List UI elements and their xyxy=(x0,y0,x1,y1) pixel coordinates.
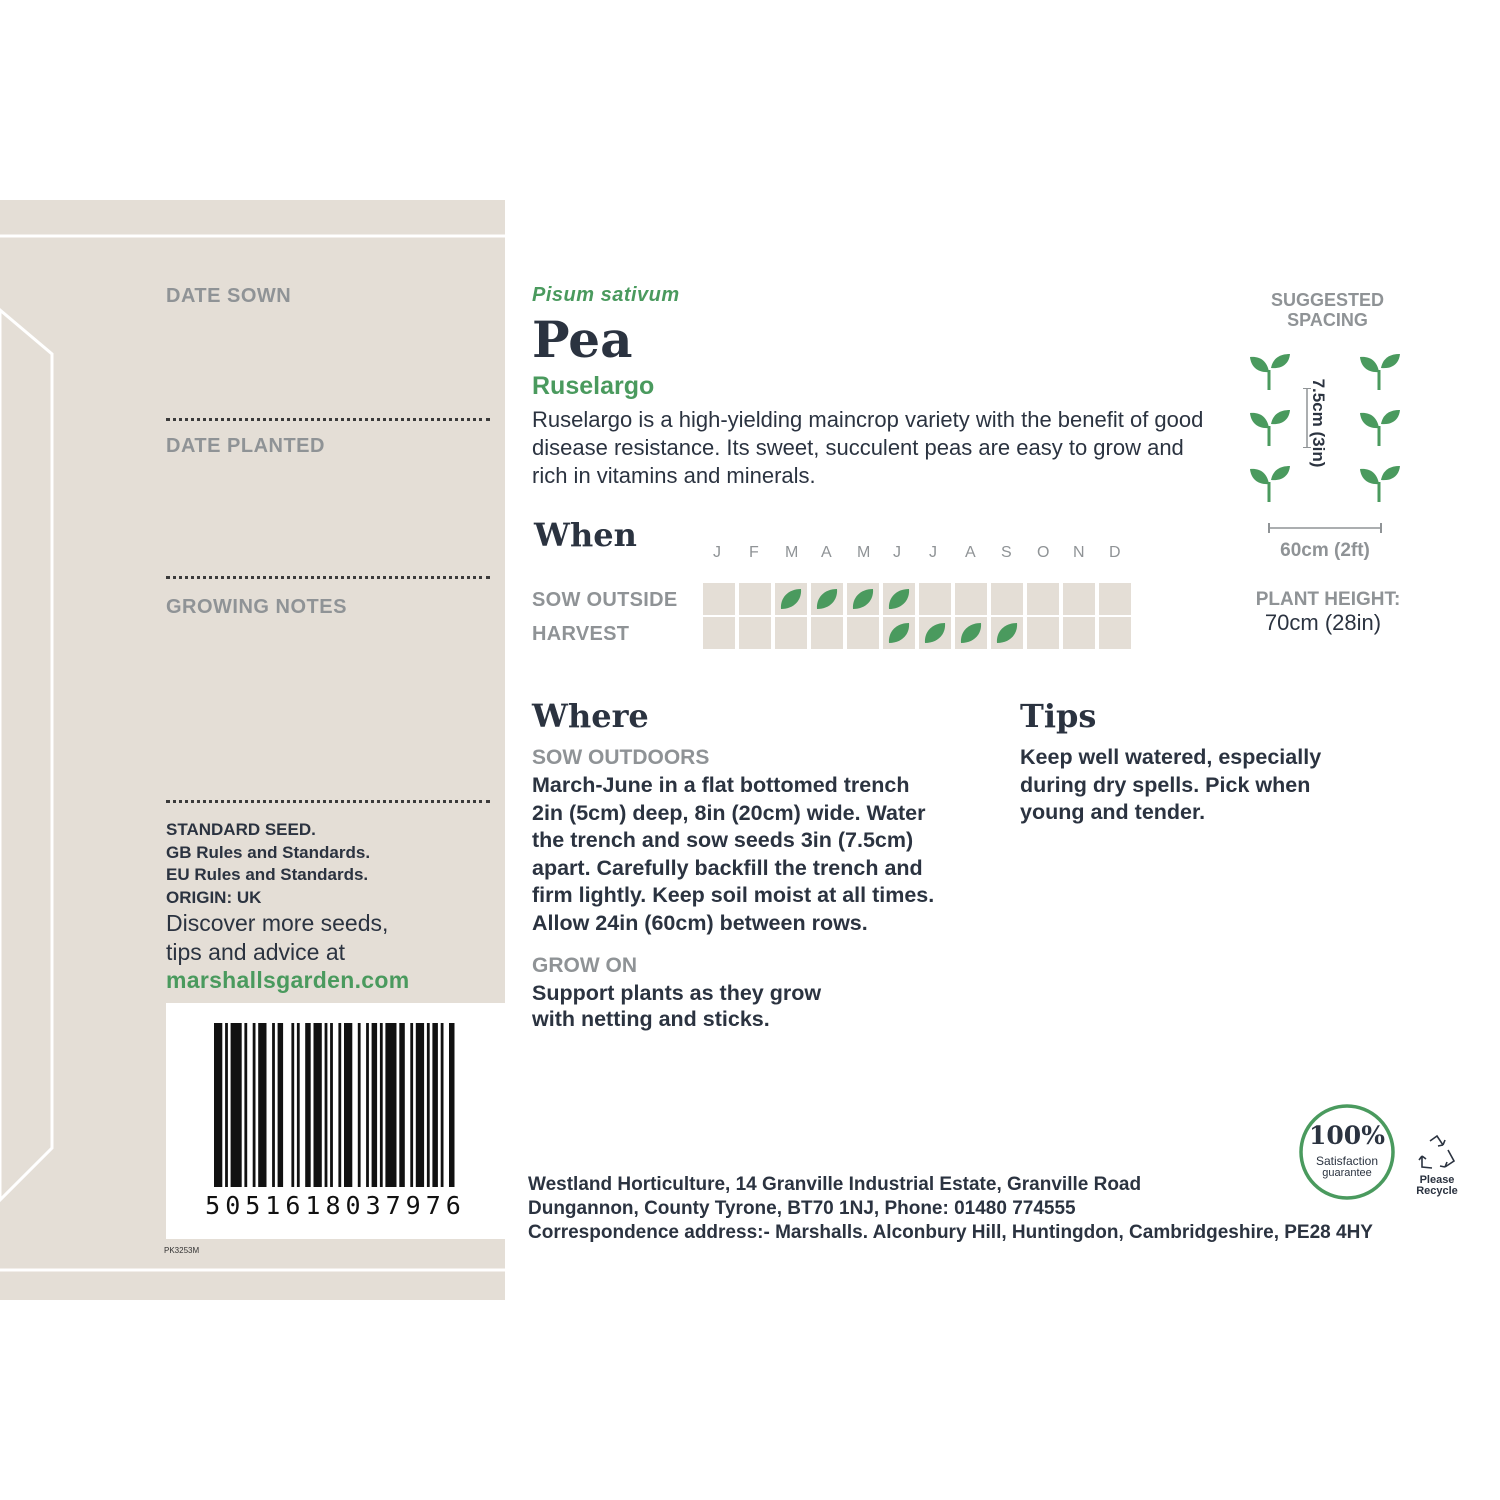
sprout-icon xyxy=(1359,352,1401,392)
discover-line: tips and advice at xyxy=(166,939,346,965)
tips-heading: Tips xyxy=(1020,697,1097,735)
calendar-cell xyxy=(811,617,843,649)
in-row-spacing: 7.5cm (3in) xyxy=(1309,378,1328,468)
calendar-cell xyxy=(703,617,735,649)
calendar-cell xyxy=(1063,583,1095,615)
leaf-icon xyxy=(886,620,912,646)
calendar-cell xyxy=(1063,617,1095,649)
seed-packet-back xyxy=(0,200,1500,1300)
discover-line: Discover more seeds, xyxy=(166,910,389,936)
text-line: 2in (5cm) deep, 8in (20cm) wide. Water xyxy=(532,800,926,825)
text-line: firm lightly. Keep soil moist at all times. xyxy=(532,883,935,907)
text-line: the trench and sow seeds 3in (7.5cm) xyxy=(532,828,914,852)
calendar-cell xyxy=(775,583,807,615)
sprout-icon xyxy=(1249,352,1291,392)
recycle-icon xyxy=(1410,1133,1464,1173)
leaf-icon xyxy=(778,586,804,612)
text-line: Support plants as they grow xyxy=(532,981,822,1005)
satisfaction-percent: 100% xyxy=(1309,1121,1385,1150)
latin-name: Pisum sativum xyxy=(532,284,680,306)
satisfaction-label: Satisfaction xyxy=(1315,1154,1379,1168)
month-label: D xyxy=(1109,544,1121,561)
calendar-cell xyxy=(1027,617,1059,649)
barcode xyxy=(166,1003,505,1239)
dotted-divider xyxy=(166,418,490,421)
address-line: Westland Horticulture, 14 Granville Industrial Estate, Granville Road xyxy=(528,1174,1142,1195)
calendar-cell xyxy=(991,617,1023,649)
calendar-cell xyxy=(883,617,915,649)
text-line: young and tender. xyxy=(1020,800,1206,824)
dotted-divider xyxy=(166,576,490,579)
variety-name: Ruselargo xyxy=(532,372,655,400)
month-label: A xyxy=(965,544,976,561)
tips-text xyxy=(1020,744,1321,827)
website-link[interactable]: marshallsgarden.com xyxy=(166,967,410,993)
seed-standards xyxy=(166,819,370,909)
text-line: with netting and sticks. xyxy=(532,1007,770,1031)
plant-height-value: 70cm (28in) xyxy=(1264,610,1382,635)
row-spacing: 60cm (2ft) xyxy=(1280,540,1370,561)
month-label: M xyxy=(857,544,871,561)
sprout-icon xyxy=(1359,464,1401,504)
product-title: Pea xyxy=(532,310,633,369)
calendar-cell xyxy=(919,583,951,615)
row-spacing-dimension-line xyxy=(1268,522,1382,534)
month-label: M xyxy=(785,544,799,561)
calendar-cell xyxy=(991,583,1023,615)
calendar-cell xyxy=(847,583,879,615)
standards-line: GB Rules and Standards. xyxy=(166,842,371,862)
spacing-title-line: SPACING xyxy=(1287,310,1368,330)
calendar-cell xyxy=(775,617,807,649)
month-label: N xyxy=(1073,544,1085,561)
date-planted-label: DATE PLANTED xyxy=(166,435,325,457)
dotted-divider xyxy=(166,800,490,803)
leaf-icon xyxy=(958,620,984,646)
discover-text xyxy=(166,909,388,967)
month-label: F xyxy=(749,544,759,561)
month-label: S xyxy=(1001,544,1012,561)
month-label: J xyxy=(713,544,721,561)
growing-notes-label: GROWING NOTES xyxy=(166,596,347,618)
sow-outdoors-label: SOW OUTDOORS xyxy=(532,746,710,769)
barcode-bars xyxy=(166,1019,505,1199)
calendar-cell xyxy=(1027,583,1059,615)
grow-on-text xyxy=(532,980,821,1032)
company-address xyxy=(528,1173,1373,1245)
calendar-cell xyxy=(1099,583,1131,615)
recycle-line: Please xyxy=(1419,1174,1455,1186)
recycle-badge xyxy=(1410,1133,1464,1203)
spacing-title-line: SUGGESTED xyxy=(1270,290,1385,310)
leaf-icon xyxy=(994,620,1020,646)
leaf-icon xyxy=(850,586,876,612)
text-line: Keep well watered, especially xyxy=(1020,745,1322,769)
sprout-icon xyxy=(1359,408,1401,448)
recycle-line: Recycle xyxy=(1416,1185,1458,1197)
grow-on-label: GROW ON xyxy=(532,954,637,977)
leaf-icon xyxy=(886,586,912,612)
sow-outside-label: SOW OUTSIDE xyxy=(532,589,678,611)
text-line: March-June in a flat bottomed trench xyxy=(532,773,910,797)
when-heading: When xyxy=(534,516,637,554)
guarantee-label: guarantee xyxy=(1322,1167,1372,1179)
barcode-number: 5051618037976 xyxy=(205,1191,466,1220)
month-label: J xyxy=(929,544,937,561)
standards-line: ORIGIN: UK xyxy=(166,887,262,907)
calendar-cell xyxy=(847,617,879,649)
calendar-cell xyxy=(1099,617,1131,649)
pack-code: PK3253M xyxy=(164,1246,200,1255)
address-line: Dungannon, County Tyrone, BT70 1NJ, Phone: 01480 774555 xyxy=(528,1198,1076,1219)
standards-line: STANDARD SEED. xyxy=(166,820,316,839)
calendar-cell xyxy=(703,583,735,615)
harvest-label: HARVEST xyxy=(532,623,630,645)
month-label: J xyxy=(893,544,901,561)
recycle-text xyxy=(1410,1175,1464,1197)
standards-line: EU Rules and Standards. xyxy=(166,865,369,884)
sow-outdoors-text xyxy=(532,772,934,937)
leaf-icon xyxy=(814,586,840,612)
product-description: Ruselargo is a high-yielding maincrop variety with the benefit of good disease resistance. Its sweet, succulent peas are easy to grow and rich in vitamins and minerals. xyxy=(532,407,1204,488)
month-label: O xyxy=(1037,544,1050,561)
calendar-cell xyxy=(811,583,843,615)
suggested-spacing-title xyxy=(1230,290,1425,330)
text-line: apart. Carefully backfill the trench and xyxy=(532,855,923,880)
calendar-cell xyxy=(883,583,915,615)
left-panel xyxy=(0,200,505,1300)
text-line: Allow 24in (60cm) between rows. xyxy=(532,910,868,935)
month-label: A xyxy=(821,544,832,561)
sprout-icon xyxy=(1249,408,1291,448)
calendar-cell xyxy=(739,617,771,649)
calendar-cell xyxy=(955,617,987,649)
address-line: Correspondence address:- Marshalls. Alconbury Hill, Huntingdon, Cambridgeshire, PE28 4HY xyxy=(528,1222,1373,1243)
calendar-cell xyxy=(955,583,987,615)
sprout-icon xyxy=(1249,464,1291,504)
where-heading: Where xyxy=(532,697,649,735)
text-line: during dry spells. Pick when xyxy=(1020,772,1311,797)
date-sown-label: DATE SOWN xyxy=(166,285,292,307)
calendar-cell xyxy=(739,583,771,615)
leaf-icon xyxy=(922,620,948,646)
calendar-cell xyxy=(919,617,951,649)
plant-height-label: PLANT HEIGHT: xyxy=(1255,589,1401,610)
